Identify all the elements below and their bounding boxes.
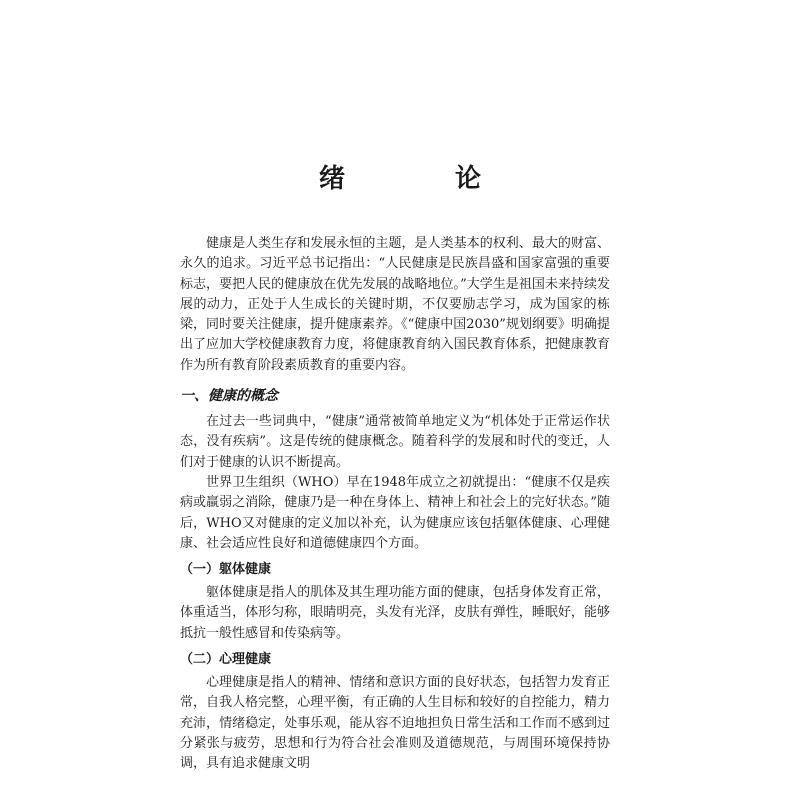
- page-title: 绪 论: [318, 164, 523, 194]
- section-paragraph-2: 世界卫生组织（WHO）早在1948年成立之初就提出：“健康不仅是疾病或羸弱之消除，健康乃是一种在身体上、精神上和社会上的完好状态。”随后，WHO又对健康的定义加以补充，认为健康应该包括躯体健康、心理健康、社会适应性良好和道德健康四个方面。: [180, 474, 610, 551]
- document-body: [180, 234, 610, 775]
- subsection-paragraph-mental: 心理健康是指人的精神、情绪和意识方面的良好状态，包括智力发育正常，自我人格完整，心理平衡，有正确的人生目标和较好的自控能力，精力充沛，情绪稳定，处事乐观，能从容不迫地担负日常生活和工作而不感到过分紧张与疲劳，思想和行为符合社会准则及道德规范，与周围环境保持协调，具有追求健康文明: [180, 675, 610, 772]
- subsection-paragraph-physical: 躯体健康是指人的肌体及其生理功能方面的健康，包括身体发育正常，体重适当，体形匀称，眼睛明亮，头发有光泽，皮肤有弹性，睡眠好，能够抵抗一般性感冒和传染病等。: [180, 585, 610, 641]
- section-paragraph-1: 在过去一些词典中，“健康”通常被简单地定义为“机体处于正常运作状态，没有疾病”。这是传统的健康概念。随着科学的发展和时代的变迁，人们对于健康的认识不断提高。: [180, 414, 610, 470]
- subsection-heading-physical: （一）躯体健康: [180, 562, 272, 578]
- intro-paragraph: 健康是人类生存和发展永恒的主题，是人类基本的权利、最大的财富、永久的追求。习近平总书记指出：“人民健康是民族昌盛和国家富强的重要标志，要把人民的健康放在优先发展的战略地位。”大学生是祖国未来持续发展的动力，正处于人生成长的关键时期，不仅要励志学习，成为国家的栋梁，同时要关注健康，提升健康素养。《“健康中国2030”规划纲要》明确提出了应加大学校健康教育力度，将健康教育纳入国民教育体系，把健康教育作为所有教育阶段素质教育的重要内容。: [180, 236, 610, 373]
- section-heading: 一、健康的概念: [180, 388, 278, 405]
- subsection-heading-mental: （二）心理健康: [180, 652, 272, 668]
